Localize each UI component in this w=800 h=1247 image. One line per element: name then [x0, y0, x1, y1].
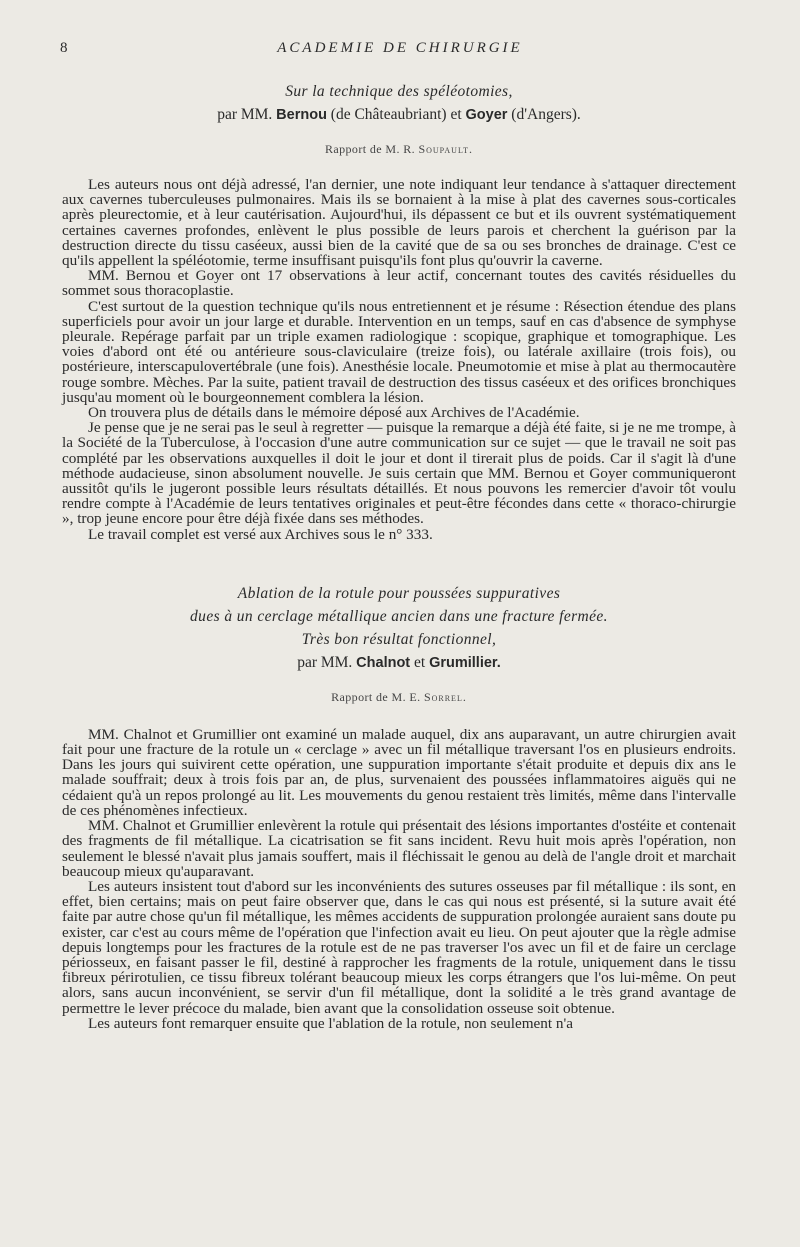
paragraph: MM. Chalnot et Grumillier enlevèrent la rotule qui présentait des lésions importantes d'ostéite et contenait des fragments de fil métallique. La cicatrisation se fit sans incident. Revu huit mois après l'opération, non seulement le blessé n'avait plus jamais souffert, mais il fléchissait le genou au delà de l'angle droit et marchait beaucoup mieux qu'auparavant. — [62, 817, 736, 880]
paragraph: Le travail complet est versé aux Archives sous le n° 333. — [88, 525, 433, 543]
article-authors — [62, 651, 736, 675]
author-affiliation: (de Châteaubriant) — [330, 106, 447, 123]
paragraph: Je pense que je ne serai pas le seul à regretter — puisque la remarque a déjà été faite, si je ne me trompe, à la Société de la Tuberculose, à l'occasion d'une autre communication sur ce sujet — que le travail ne soit pas complété par les observations auxquelles il doit le jour et dont il tirerait plus de poids. Car il s'agit là d'une méthode audacieuse, sinon absolument nouvelle. Je suis certain que MM. Bernou et Goyer communiqueront aussitôt qu'ils le jugeront possible leurs résultats détaillés. Et nous pouvons les remercier d'avoir tôt voulu rendre compte à l'Académie de leurs tentatives originales et peut-être fécondes dans cette « thoraco-chirurgie », trop jeune encore pour être déjà fixée dans ses méthodes. — [62, 419, 736, 528]
paragraph: C'est surtout de la question technique qu'ils nous entretiennent et je résume : Résection étendue des plans superficiels pour avoir un jour large et durable. Intervention en un temps, sauf en cas d'absence de symphyse pleurale. Repérage parfait par un triple examen radiologique : scopique, graphique et tomographique. Les voies d'abord ont été ou antérieure sous-claviculaire (treize fois), ou latérale axillaire (trois fois), ou postérieure, interscapulovertébrale (une fois). Anesthésie locale. Pneumotomie et mise à plat au thermocautère rouge sombre. Mèches. Par la suite, patient travail de destruction des tissus caséeux et des orifices bronchiques jusqu'au moment où le bourgeonnement comblera la lésion. — [62, 297, 736, 406]
paragraph: Les auteurs font remarquer ensuite que l'ablation de la rotule, non seulement n'a — [88, 1014, 573, 1032]
section-gap — [62, 542, 736, 582]
article-title-line: Ablation de la rotule pour poussées suppuratives — [237, 584, 561, 602]
paragraph: MM. Chalnot et Grumillier ont examiné un malade auquel, dix ans auparavant, un autre chirurgien avait fait pour une fracture de la rotule un « cerclage » avec un fil métallique traversant l'os en plusieurs endroits. Dans les jours qui suivirent cette opération, une suppuration importante s'était produite et depuis dix ans le malade souffrait; deux à trois fois par an, de plus, survenaient des poussées inflammatoires aiguës qui ne cédaient qu'à un repos prolongé au lit. Les mouvements du genou restaient très limités, même dans l'intervalle de ces phénomènes infectieux. — [62, 725, 736, 819]
author-name: Chalnot — [356, 654, 411, 671]
authors-conjunction: et — [414, 653, 426, 671]
article-rotule — [62, 582, 736, 1031]
page-content — [62, 80, 736, 1031]
report-prefix: Rapport de M. R. — [324, 142, 416, 156]
article-title-line: dues à un cerclage métallique ancien dans une fracture fermée. — [190, 607, 608, 625]
authors-conjunction: et — [450, 106, 462, 123]
report-prefix: Rapport de M. E. — [331, 689, 421, 704]
author-name: Bernou — [276, 107, 327, 123]
reporter-name: Soupault. — [418, 142, 473, 156]
article-authors — [62, 103, 736, 127]
paragraph: Les auteurs insistent tout d'abord sur les inconvénients des sutures osseuses par fil métallique : ils sont, en effet, bien certains; mais on peut faire observer que, dans le cas qui nous est présenté, si la suture avait été faite par autre chose qu'un fil métallique, les mêmes accidents de suppuration prolongée auraient sans doute pu exister, car c'est au cours même de l'opération que l'infection avait eu lieu. On peut ajouter que la règle admise depuis longtemps pour les fractures de la rotule est de ne pas traverser l'os avec un fil et de faire un cerclage périosseux, en faisant passer le fil, destiné à rapprocher les fragments de la rotule, uniquement dans le tissu fibreux périrotulien, ce tissu fibreux tolérant beaucoup mieux les corps étrangers que l'os lui-même. On peut alors, sans aucun inconvénient, se servir d'un fil métallique, dont la solidité a le très grand avantage de permettre le lever précoce du malade, bien avant que la consolidation osseuse soit obtenue. — [62, 877, 736, 1017]
article-title: Sur la technique des spéléotomies, — [285, 83, 513, 100]
author-name: Goyer — [465, 107, 508, 123]
paragraph: MM. Bernou et Goyer ont 17 observations à leur actif, concernant toutes des cavités résiduelles du sommet sous thoracoplastie. — [62, 267, 736, 300]
author-name: Grumillier. — [429, 654, 501, 671]
authors-prefix: par MM. — [297, 653, 353, 671]
reporter-name: Sorrel. — [423, 689, 467, 704]
running-head — [60, 40, 740, 62]
article-speleotomies — [62, 80, 736, 542]
article-body — [62, 727, 736, 1031]
article-body — [62, 177, 736, 542]
report-line — [62, 689, 736, 705]
page-number: 8 — [60, 40, 68, 56]
report-line — [62, 141, 736, 157]
journal-title: ACADEMIE DE CHIRURGIE — [277, 40, 523, 56]
paragraph: Les auteurs nous ont déjà adressé, l'an dernier, une note indiquant leur tendance à s'attaquer directement aux cavernes tuberculeuses pulmonaires. Mais ils se bornaient à la mise à plat des cavernes sous-corticales après pleurectomie, et à leur cautérisation. Aujourd'hui, ils dépassent ce but et ils ouvrent systématiquement certaines cavernes profondes, enlèvent le plus possible de leurs parois et cherchent la guérison par la destruction directe du tissu caséeux, aussi bien de la cavité que de sa ou ses bronches de drainage. C'est ce qu'ils appellent la spéléotomie, terme insuffisant puisqu'ils font plus qu'ouvrir la caverne. — [62, 176, 736, 270]
author-affiliation: (d'Angers). — [511, 106, 581, 123]
article-title-line: Très bon résultat fonctionnel, — [301, 630, 497, 648]
authors-prefix: par MM. — [217, 106, 273, 123]
paragraph: On trouvera plus de détails dans le mémoire déposé aux Archives de l'Académie. — [88, 404, 580, 422]
